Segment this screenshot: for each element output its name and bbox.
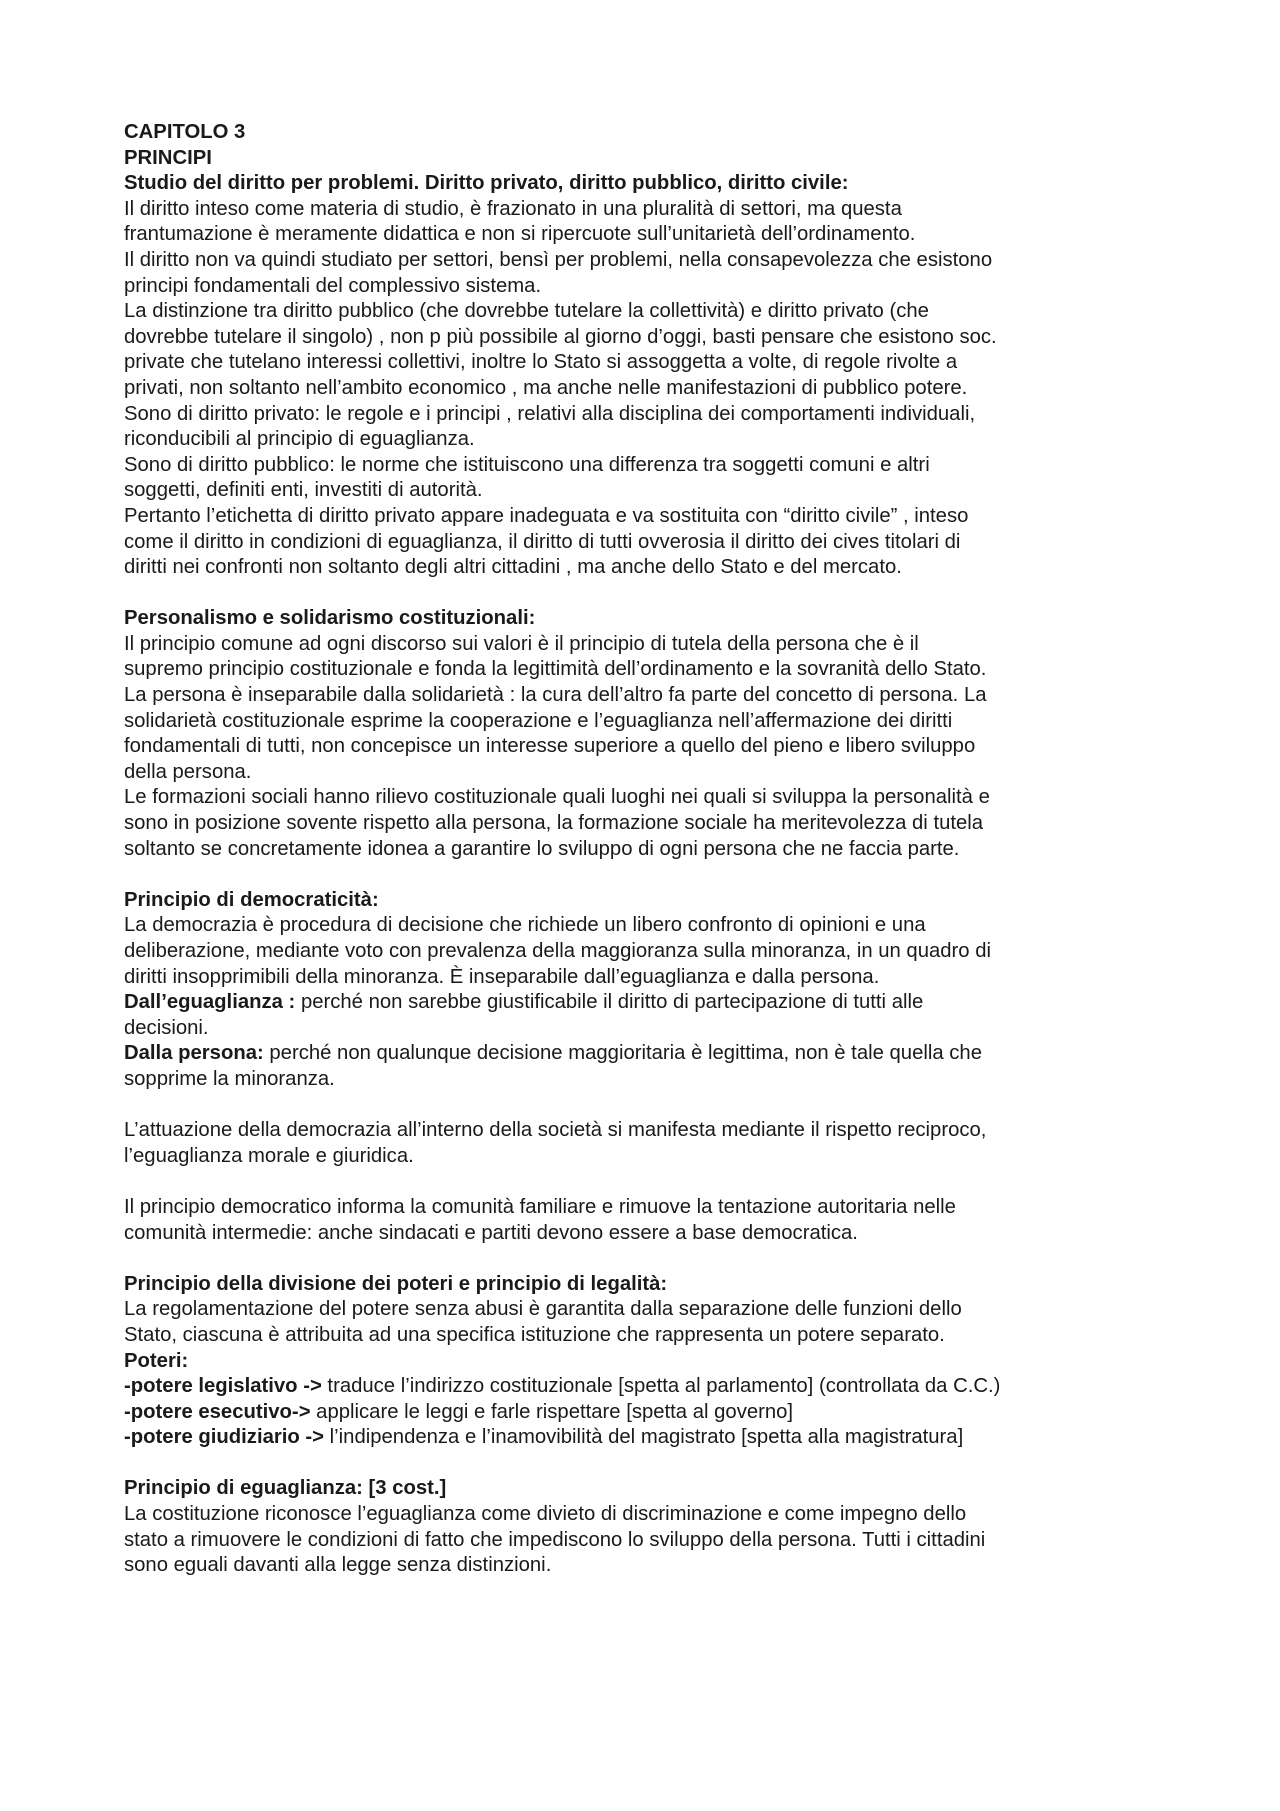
body-line: Il principio democratico informa la comunità familiare e rimuove la tentazione autoritaria nelle [124, 1195, 956, 1218]
poteri-label: Poteri: [124, 1349, 189, 1372]
body-line: dovrebbe tutelare il singolo) , non p più possibile al giorno d’oggi, basti pensare che esistono soc. [124, 325, 997, 348]
term-label: -potere giudiziario -> [124, 1426, 325, 1449]
paragraph-gap [124, 1246, 1174, 1272]
body-line: La distinzione tra diritto pubblico (che dovrebbe tutelare la collettività) e diritto privato (che [124, 300, 929, 323]
body-line: sopprime la minoranza. [124, 1067, 335, 1090]
section-eguaglianza [124, 1476, 1174, 1578]
section-heading: Principio di eguaglianza: [3 cost.] [124, 1477, 447, 1500]
body-line: della persona. [124, 760, 252, 783]
body-line: Il principio comune ad ogni discorso sui valori è il principio di tutela della persona che è il [124, 632, 919, 655]
term-text: l’indipendenza e l’inamovibilità del magistrato [spetta alla magistratura] [324, 1426, 964, 1449]
paragraph-gap [124, 1451, 1174, 1477]
body-line: supremo principio costituzionale e fonda la legittimità dell’ordinamento e la sovranità dello Stato. [124, 658, 987, 681]
body-line: diritti nei confronti non soltanto degli altri cittadini , ma anche dello Stato e del mercato. [124, 556, 902, 579]
body-line: privati, non soltanto nell’ambito economico , ma anche nelle manifestazioni di pubblico potere. [124, 376, 968, 399]
body-line: La regolamentazione del potere senza abusi è garantita dalla separazione delle funzioni dello [124, 1298, 962, 1321]
paragraph-gap [124, 1169, 1174, 1195]
section-personalismo [124, 606, 1174, 862]
body-line: solidarietà costituzionale esprime la cooperazione e l’eguaglianza nell’affermazione dei diritti [124, 709, 953, 732]
body-line: sono eguali davanti alla legge senza distinzioni. [124, 1554, 552, 1577]
list-item [124, 1374, 1174, 1400]
body-line: frantumazione è meramente didattica e non si ripercuote sull’unitarietà dell’ordinamento. [124, 223, 916, 246]
body-line [124, 1041, 1174, 1067]
body-line: private che tutelano interessi collettivi, inoltre lo Stato si assoggetta a volte, di regole rivolte a [124, 351, 958, 374]
section-heading: Principio della divisione dei poteri e principio di legalità: [124, 1272, 668, 1295]
body-line: L’attuazione della democrazia all’interno della società si manifesta mediante il rispetto reciproco, [124, 1119, 987, 1142]
section-diritto-per-problemi [124, 171, 1174, 581]
body-line: soltanto se concretamente idonea a garantire lo sviluppo di ogni persona che ne faccia parte. [124, 837, 960, 860]
term-label: Dall’eguaglianza : [124, 991, 296, 1014]
body-line: riconducibili al principio di eguaglianza. [124, 428, 475, 451]
term-text: applicare le leggi e farle rispettare [spetta al governo] [310, 1400, 794, 1423]
chapter-label: CAPITOLO 3 [124, 121, 246, 143]
term-label: -potere legislativo -> [124, 1375, 322, 1398]
body-line: deliberazione, mediante voto con prevalenza della maggioranza sulla minoranza, in un quadro di [124, 940, 992, 962]
section-heading: Personalismo e solidarismo costituzionali: [124, 607, 536, 630]
body-line: Il diritto non va quindi studiato per settori, bensì per problemi, nella consapevolezza che esistono [124, 248, 993, 271]
term-label: Dalla persona: [124, 1042, 264, 1065]
body-line: sono in posizione sovente rispetto alla persona, la formazione sociale ha meritevolezza di tutela [124, 812, 984, 835]
body-line: Le formazioni sociali hanno rilievo costituzionale quali luoghi nei quali si sviluppa la personalità e [124, 786, 990, 809]
body-line: Sono di diritto privato: le regole e i principi , relativi alla disciplina dei comportamenti individuali, [124, 402, 976, 425]
section-heading: Principio di democraticità: [124, 888, 379, 911]
section-heading: Studio del diritto per problemi. Diritto privato, diritto pubblico, diritto civile: [124, 172, 849, 195]
term-text: perché non qualunque decisione maggioritaria è legittima, non è tale quella che [263, 1042, 982, 1065]
body-line: diritti insopprimibili della minoranza. È inseparabile dall’eguaglianza e dalla persona. [124, 965, 880, 988]
body-line: La costituzione riconosce l’eguaglianza come divieto di discriminazione e come impegno dello [124, 1503, 967, 1526]
body-line: comunità intermedie: anche sindacati e partiti devono essere a base democratica. [124, 1221, 858, 1244]
body-line: decisioni. [124, 1016, 209, 1039]
body-line [124, 990, 1174, 1016]
section-democraticita [124, 888, 1174, 1246]
body-line: principi fondamentali del complessivo sistema. [124, 274, 542, 297]
body-line: Sono di diritto pubblico: le norme che istituiscono una differenza tra soggetti comuni e altri [124, 453, 930, 476]
body-line: stato a rimuovere le condizioni di fatto che impediscono lo sviluppo della persona. Tutti i cittadini [124, 1528, 986, 1551]
chapter-subtitle: PRINCIPI [124, 146, 212, 169]
body-line: Pertanto l’etichetta di diritto privato appare inadeguata e va sostituita con “diritto civile” , inteso [124, 504, 969, 527]
body-line: come il diritto in condizioni di eguaglianza, il diritto di tutti ovverosia il diritto dei cives titolari di [124, 530, 961, 553]
body-line: Stato, ciascuna è attribuita ad una specifica istituzione che rappresenta un potere separato. [124, 1323, 945, 1346]
list-item [124, 1400, 1174, 1426]
section-divisione-poteri [124, 1272, 1174, 1451]
body-line: fondamentali di tutti, non concepisce un interesse superiore a quello del pieno e libero sviluppo [124, 735, 976, 758]
body-line: La persona è inseparabile dalla solidarietà : la cura dell’altro fa parte del concetto di persona. La [124, 684, 987, 707]
body-line: soggetti, definiti enti, investiti di autorità. [124, 479, 483, 502]
paragraph-gap [124, 1093, 1174, 1119]
body-line: La democrazia è procedura di decisione che richiede un libero confronto di opinioni e una [124, 914, 926, 937]
term-text: traduce l’indirizzo costituzionale [spetta al parlamento] (controllata da C.C.) [321, 1375, 1001, 1398]
paragraph-gap [124, 862, 1174, 888]
term-text: perché non sarebbe giustificabile il diritto di partecipazione di tutti alle [295, 991, 924, 1014]
document-page [124, 120, 1174, 1579]
body-line: l’eguaglianza morale e giuridica. [124, 1144, 414, 1167]
paragraph-gap [124, 581, 1174, 607]
term-label: -potere esecutivo-> [124, 1400, 311, 1423]
list-item [124, 1425, 1174, 1451]
body-line: Il diritto inteso come materia di studio, è frazionato in una pluralità di settori, ma questa [124, 197, 902, 220]
